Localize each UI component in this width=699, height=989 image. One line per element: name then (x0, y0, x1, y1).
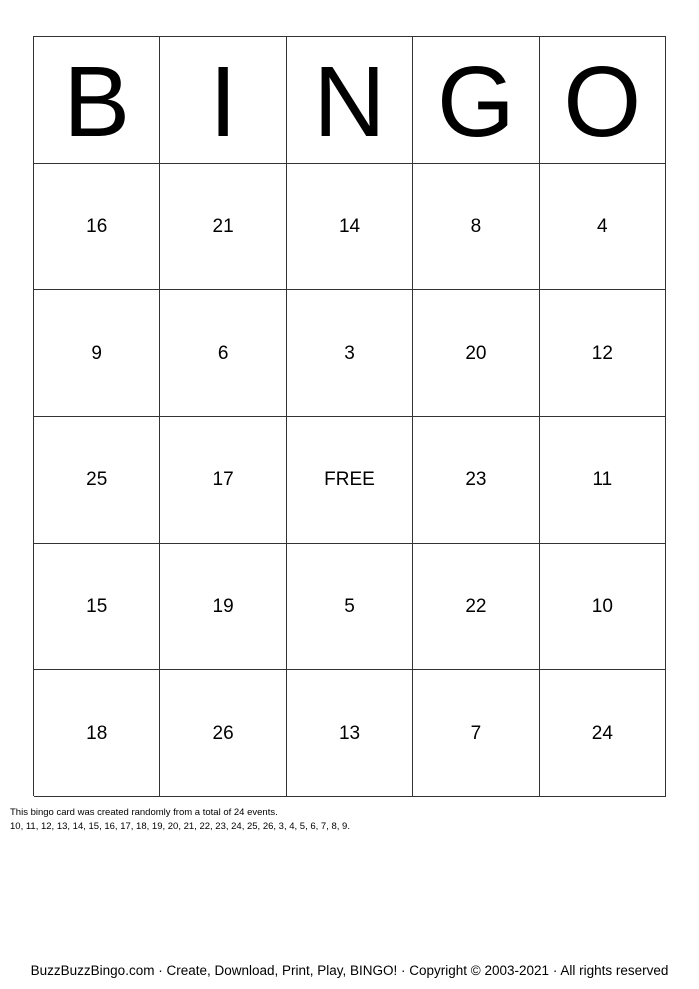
card-row (34, 417, 666, 544)
card-row (34, 670, 666, 797)
footer-copyright: BuzzBuzzBingo.com · Create, Download, Print, Play, BINGO! · Copyright © 2003-2021 · All rights reserved (30, 963, 669, 978)
header-letter-i: I (160, 37, 286, 164)
card-cell: 18 (34, 670, 160, 797)
card-cell: 10 (540, 544, 666, 671)
card-info-note (10, 806, 350, 834)
card-cell: 4 (540, 164, 666, 291)
card-cell: 26 (160, 670, 286, 797)
card-cell: 25 (34, 417, 160, 544)
card-cell: 13 (287, 670, 413, 797)
card-row (34, 164, 666, 291)
card-cell: 5 (287, 544, 413, 671)
card-cell: 6 (160, 290, 286, 417)
header-letter-b: B (34, 37, 160, 164)
card-cell: 20 (413, 290, 539, 417)
free-space-cell: FREE (287, 417, 413, 544)
card-cell: 11 (540, 417, 666, 544)
card-info-line-1: This bingo card was created randomly from a total of 24 events. (10, 807, 278, 818)
card-cell: 22 (413, 544, 539, 671)
header-letter-g: G (413, 37, 539, 164)
card-cell: 14 (287, 164, 413, 291)
card-cell: 15 (34, 544, 160, 671)
card-cell: 9 (34, 290, 160, 417)
card-cell: 23 (413, 417, 539, 544)
header-row (34, 37, 666, 164)
card-cell: 7 (413, 670, 539, 797)
card-row (34, 544, 666, 671)
card-cell: 17 (160, 417, 286, 544)
header-letter-o: O (540, 37, 666, 164)
card-cell: 8 (413, 164, 539, 291)
card-row (34, 290, 666, 417)
bingo-card (33, 36, 666, 796)
card-cell: 21 (160, 164, 286, 291)
header-letter-n: N (287, 37, 413, 164)
card-cell: 3 (287, 290, 413, 417)
card-cell: 24 (540, 670, 666, 797)
card-cell: 19 (160, 544, 286, 671)
card-info-line-2: 10, 11, 12, 13, 14, 15, 16, 17, 18, 19, 20, 21, 22, 23, 24, 25, 26, 3, 4, 5, 6, 7, 8, 9. (10, 821, 350, 832)
card-cell: 12 (540, 290, 666, 417)
card-cell: 16 (34, 164, 160, 291)
